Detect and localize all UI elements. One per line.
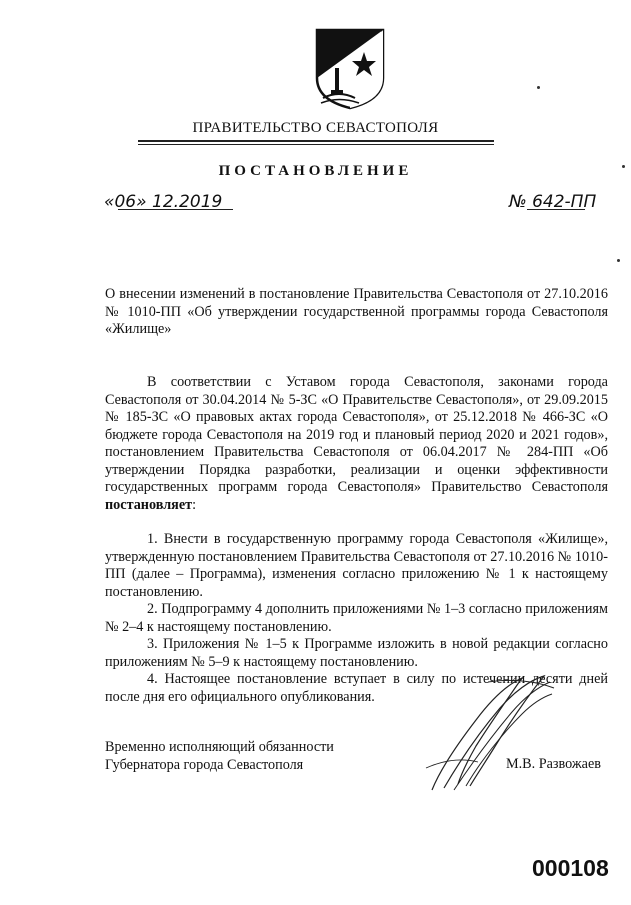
document-serial-number: 000108 [532,855,609,881]
resolution-item-4: 4. Настоящее постановление вступает в силу по истечении десяти дней после дня его официального опубликования. [105,671,608,705]
resolution-item-2: 2. Подпрограмму 4 дополнить приложениями № 1–3 согласно приложениям № 2–4 к настоящему постановлению. [105,601,608,635]
header-rule-thin [138,144,494,145]
document-type-title: ПОСТАНОВЛЕНИЕ [218,163,413,179]
preamble-text: В соответствии с Уставом города Севастополя, законами города Севастополя от 30.04.2014 № 5-ЗС «О Правительстве Севастополя», от 29.09.2015 № 185-ЗС «О правовых актах города Севастополя», от 25.12.2018 № 466-ЗС «О бюджете города Севастополя на 2019 год и плановый период 2020 и 2021 годов», постановлением Правительства Севастополя от 06.04.2017 № 284-ПП «Об утверждении Порядка разработки, реализации и оценки эффективности государственных программ города Севастополя» Правительство Севастополя [105,374,608,495]
number-underline [527,209,585,210]
scan-speck [537,86,540,89]
resolution-item-1: 1. Внести в государственную программу города Севастополя «Жилище», утвержденную постановлением Правительства Севастополя от 27.10.2016 № 1010-ПП (далее – Программа), изменения согласно приложению № 1 к настоящему постановлению. [105,531,608,600]
document-number: № 642-ПП [509,192,597,212]
document-subject: О внесении изменений в постановление Правительства Севастополя от 27.10.2016 № 1010-ПП «Об утверждении государственной программы города Севастополя «Жилище» [105,286,608,337]
preamble-colon: : [192,496,197,513]
resolves-keyword: постановляет [105,496,193,513]
scan-speck [617,259,620,262]
scan-speck [622,165,625,168]
preamble-paragraph [105,374,608,514]
signatory-role-line-2: Губернатора города Севастополя [105,757,304,773]
coat-of-arms-icon [309,28,391,110]
signatory-role [105,738,334,774]
header-rule-thick [138,140,494,142]
signatory-role-line-1: Временно исполняющий обязанности [105,739,334,755]
document-date: «06» 12.2019 [104,192,223,212]
government-title: ПРАВИТЕЛЬСТВО СЕВАСТОПОЛЯ [192,120,439,136]
resolution-item-3: 3. Приложения № 1–5 к Программе изложить в новой редакции согласно приложениям № 5–9 к настоящему постановлению. [105,636,608,670]
date-underline [118,209,233,210]
signatory-name: М.В. Развожаев [506,756,601,772]
handwritten-signature [418,672,558,794]
